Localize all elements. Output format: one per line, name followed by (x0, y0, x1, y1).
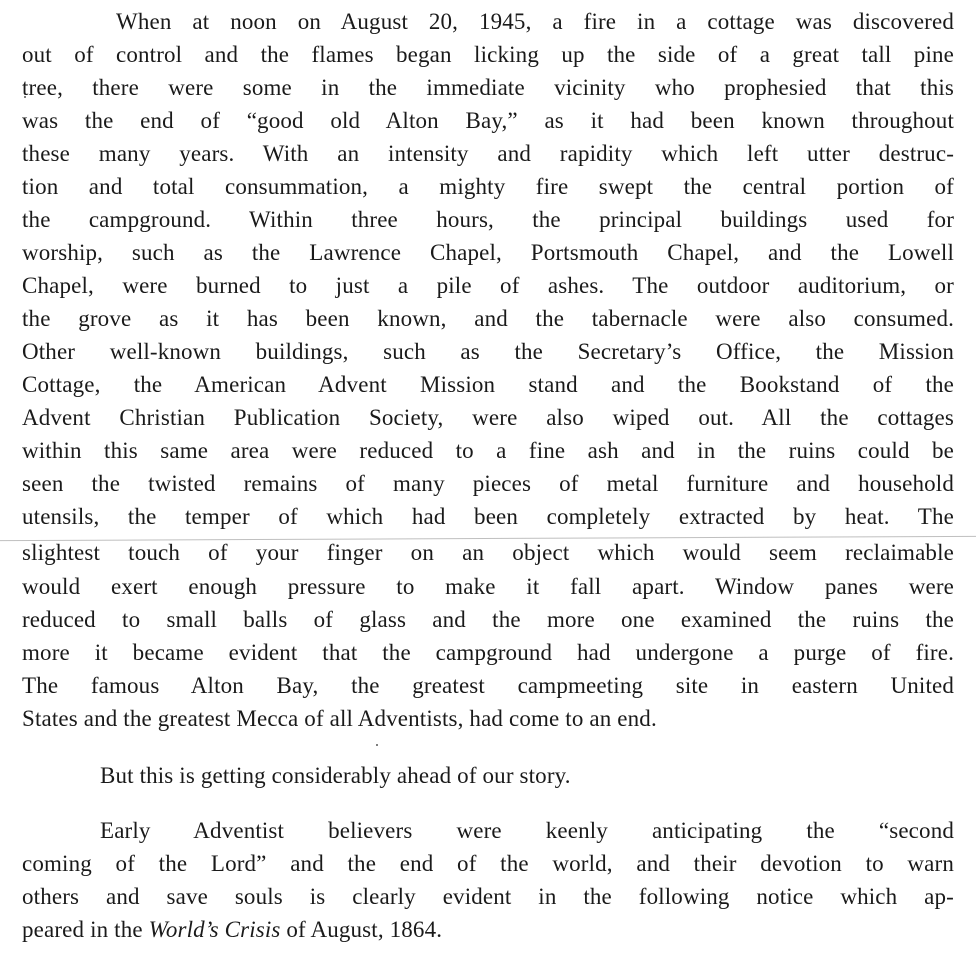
text-line: would exert enough pressure to make it fall apart. Window panes were (22, 574, 954, 599)
text-line: within this same area were reduced to a fine ash and in the ruins could be (22, 438, 954, 463)
text-line: Chapel, were burned to just a pile of ashes. The outdoor auditorium, or (22, 273, 954, 298)
text-line: the grove as it has been known, and the tabernacle were also consumed. (22, 306, 954, 331)
text-line: these many years. With an intensity and rapidity which left utter destruc- (22, 141, 954, 166)
text-line: was the end of “good old Alton Bay,” as it had been known throughout (22, 108, 954, 133)
publication-title: World’s Crisis (148, 917, 281, 942)
text-line: But this is getting considerably ahead of our story. (100, 763, 571, 788)
text-line: Cottage, the American Advent Mission stand and the Bookstand of the (22, 372, 954, 397)
text-line: tree, there were some in the immediate vicinity who prophesied that this (22, 75, 954, 100)
text-line: reduced to small balls of glass and the more one examined the ruins the (22, 607, 954, 632)
text-line: worship, such as the Lawrence Chapel, Portsmouth Chapel, and the Lowell (22, 240, 954, 265)
text-line: more it became evident that the campground had undergone a purge of fire. (22, 640, 954, 665)
text-line: Other well-known buildings, such as the Secretary’s Office, the Mission (22, 339, 954, 364)
text-line: Advent Christian Publication Society, were also wiped out. All the cottages (22, 405, 954, 430)
text-line: out of control and the flames began licking up the side of a great tall pine (22, 42, 954, 67)
text-line: Early Adventist believers were keenly anticipating the “second (100, 818, 954, 843)
text-line: tion and total consummation, a mighty fire swept the central portion of (22, 174, 954, 199)
text-line: others and save souls is clearly evident in the following notice which ap- (22, 884, 954, 909)
scan-speck (376, 744, 378, 746)
text-run: peared in the (22, 917, 149, 942)
text-line: seen the twisted remains of many pieces of metal furniture and household (22, 471, 954, 496)
text-run: of August, 1864. (280, 917, 443, 942)
text-line: the campground. Within three hours, the principal buildings used for (22, 207, 954, 232)
text-line (22, 915, 954, 945)
text-line: The famous Alton Bay, the greatest campmeeting site in eastern United (22, 673, 954, 698)
text-line: utensils, the temper of which had been completely extracted by heat. The (22, 504, 954, 529)
text-line: slightest touch of your finger on an object which would seem reclaimable (22, 540, 954, 565)
text-line: coming of the Lord” and the end of the world, and their devotion to warn (22, 851, 954, 876)
text-line: States and the greatest Mecca of all Adventists, had come to an end. (22, 706, 657, 731)
text-line: When at noon on August 20, 1945, a fire in a cottage was discovered (116, 9, 954, 34)
